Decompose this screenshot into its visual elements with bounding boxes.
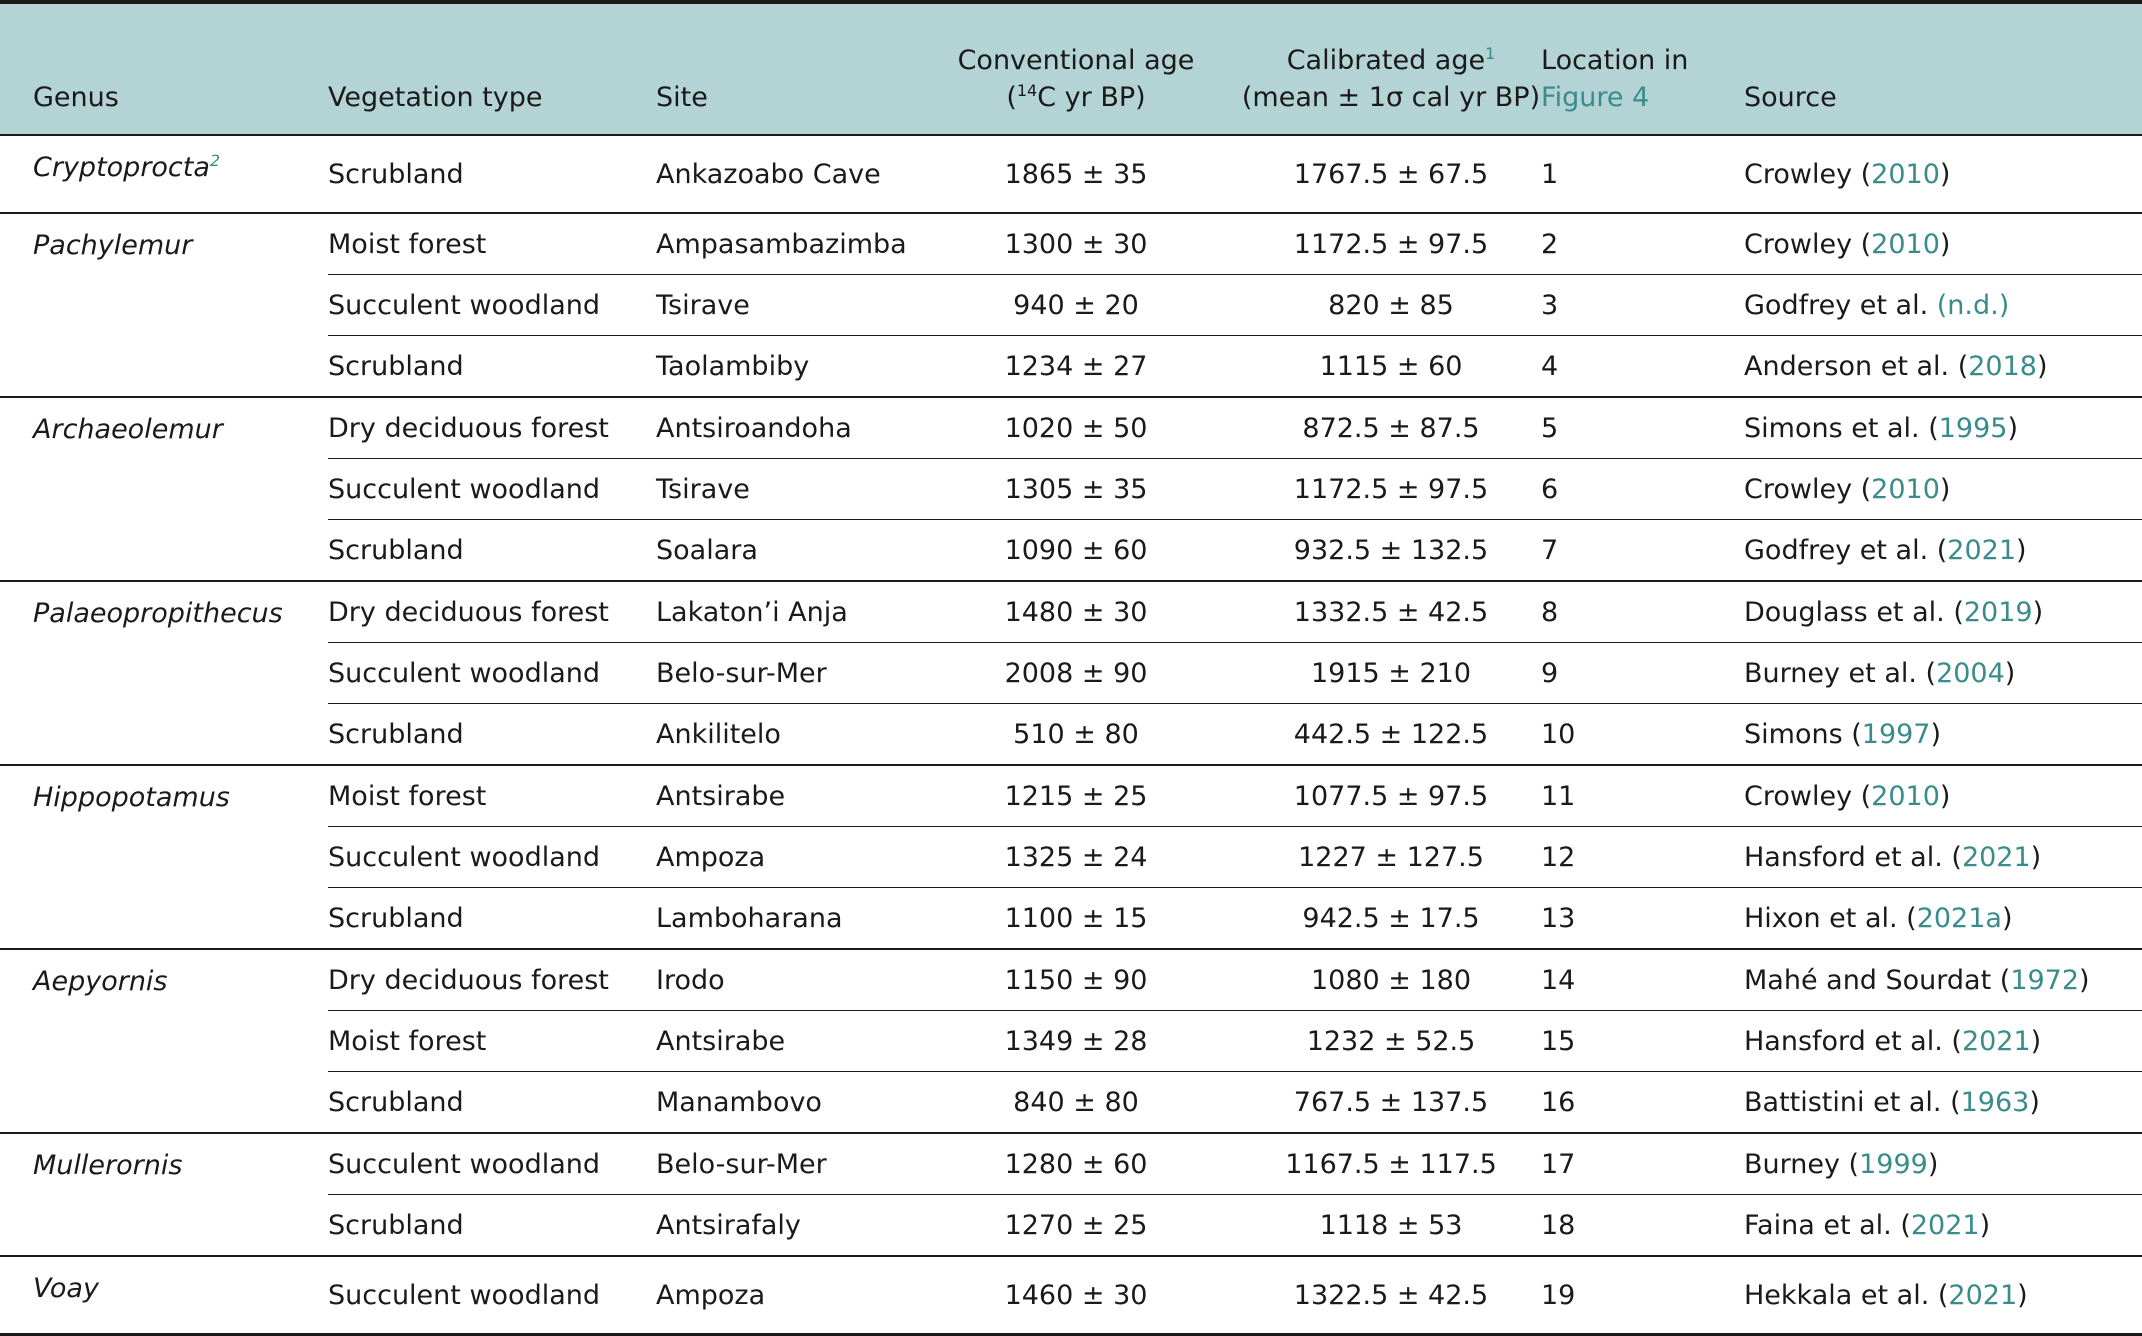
site-cell: Ampoza (656, 827, 911, 888)
genus-name: Aepyornis (33, 966, 168, 997)
source-cell (1744, 1011, 2142, 1072)
site-cell: Antsiroandoha (656, 397, 911, 459)
source-cell (1744, 1256, 2142, 1335)
source-cell (1744, 765, 2142, 827)
vegetation-cell: Succulent woodland (328, 827, 656, 888)
source-close: ) (2007, 412, 2019, 444)
cal-age-line1: Calibrated age (1286, 45, 1486, 76)
header-location (1541, 4, 1744, 135)
location-cell: 18 (1541, 1195, 1744, 1257)
source-cell (1744, 397, 2142, 459)
source-author: Hansford et al. ( (1744, 1025, 1962, 1057)
site-cell: Taolambiby (656, 336, 911, 398)
location-cell: 13 (1541, 888, 1744, 950)
source-author: Burney et al. ( (1744, 657, 1937, 689)
site-cell: Lakaton’i Anja (656, 581, 911, 643)
genus-cell (0, 397, 328, 581)
site-cell: Tsirave (656, 275, 911, 336)
source-year-link[interactable]: 2021 (1947, 534, 2017, 566)
site-cell: Ankilitelo (656, 704, 911, 766)
source-year-link[interactable]: 2021 (1948, 1279, 2018, 1311)
source-year-link[interactable]: 1995 (1938, 412, 2008, 444)
vegetation-cell: Scrubland (328, 336, 656, 398)
genus-name: Voay (33, 1273, 99, 1304)
source-year-link[interactable]: 2019 (1963, 596, 2033, 628)
genus-name: Cryptoprocta (33, 152, 210, 183)
source-author: Burney ( (1744, 1148, 1860, 1180)
source-year-link[interactable]: 1999 (1859, 1148, 1928, 1180)
source-close: ) (1979, 1209, 1991, 1241)
source-close: ) (2036, 350, 2048, 382)
source-year-link[interactable]: 2018 (1968, 350, 2037, 382)
header-site: Site (656, 4, 911, 135)
calibrated-age-cell: 767.5 ± 137.5 (1241, 1072, 1541, 1134)
vegetation-cell: Moist forest (328, 765, 656, 827)
source-author: Crowley ( (1744, 158, 1872, 190)
vegetation-cell: Moist forest (328, 1011, 656, 1072)
location-line1: Location in (1541, 45, 1689, 76)
calibrated-age-cell: 442.5 ± 122.5 (1241, 704, 1541, 766)
footnote-1-link[interactable]: 1 (1485, 44, 1496, 63)
source-author: Battistini et al. ( (1744, 1086, 1961, 1118)
source-cell (1744, 213, 2142, 275)
source-cell (1744, 1133, 2142, 1195)
vegetation-cell: Scrubland (328, 520, 656, 582)
source-author: Faina et al. ( (1744, 1209, 1911, 1241)
location-cell: 1 (1541, 135, 1744, 213)
conventional-age-cell: 1325 ± 24 (911, 827, 1241, 888)
conv-age-line1: Conventional age (957, 45, 1195, 76)
source-author: Simons et al. ( (1744, 412, 1939, 444)
conventional-age-cell: 940 ± 20 (911, 275, 1241, 336)
genus-cell (0, 135, 328, 213)
source-cell (1744, 135, 2142, 213)
vegetation-cell: Succulent woodland (328, 459, 656, 520)
location-cell: 15 (1541, 1011, 1744, 1072)
conventional-age-cell: 1865 ± 35 (911, 135, 1241, 213)
vegetation-cell: Succulent woodland (328, 1256, 656, 1335)
location-cell: 5 (1541, 397, 1744, 459)
genus-cell (0, 1133, 328, 1256)
site-cell: Irodo (656, 949, 911, 1011)
calibrated-age-cell: 1167.5 ± 117.5 (1241, 1133, 1541, 1195)
site-cell: Antsirabe (656, 765, 911, 827)
vegetation-cell: Succulent woodland (328, 643, 656, 704)
location-cell: 14 (1541, 949, 1744, 1011)
site-cell: Belo-sur-Mer (656, 1133, 911, 1195)
source-year-link[interactable]: 1972 (2010, 964, 2080, 996)
source-cell (1744, 336, 2142, 398)
header-conventional-age (911, 4, 1241, 135)
site-cell: Ankazoabo Cave (656, 135, 911, 213)
source-author: Hixon et al. ( (1744, 902, 1917, 934)
calibrated-age-cell: 1172.5 ± 97.5 (1241, 459, 1541, 520)
location-cell: 8 (1541, 581, 1744, 643)
source-close: ) (1939, 473, 1951, 505)
genus-name: Pachylemur (33, 230, 193, 261)
calibrated-age-cell: 1232 ± 52.5 (1241, 1011, 1541, 1072)
radiocarbon-dates-table (0, 4, 2142, 1336)
vegetation-cell: Succulent woodland (328, 275, 656, 336)
site-cell: Ampoza (656, 1256, 911, 1335)
calibrated-age-cell: 1118 ± 53 (1241, 1195, 1541, 1257)
genus-name: Hippopotamus (33, 782, 230, 813)
source-year-link[interactable]: 2004 (1936, 657, 2005, 689)
source-year-link[interactable]: 1997 (1861, 718, 1931, 750)
location-cell: 17 (1541, 1133, 1744, 1195)
conventional-age-cell: 1234 ± 27 (911, 336, 1241, 398)
table-body (0, 135, 2142, 1335)
vegetation-cell: Moist forest (328, 213, 656, 275)
vegetation-cell: Scrubland (328, 704, 656, 766)
conventional-age-cell: 1020 ± 50 (911, 397, 1241, 459)
source-author: Crowley ( (1744, 780, 1872, 812)
conventional-age-cell: 1270 ± 25 (911, 1195, 1241, 1257)
vegetation-cell: Dry deciduous forest (328, 397, 656, 459)
site-cell: Soalara (656, 520, 911, 582)
location-cell: 19 (1541, 1256, 1744, 1335)
table-row (0, 213, 2142, 275)
source-cell (1744, 949, 2142, 1011)
source-close: ) (2030, 841, 2042, 873)
cal-age-line2: (mean ± 1σ cal yr BP) (1241, 82, 1541, 113)
vegetation-cell: Scrubland (328, 1072, 656, 1134)
source-year-link[interactable]: 2010 (1871, 473, 1940, 505)
conventional-age-cell: 840 ± 80 (911, 1072, 1241, 1134)
site-cell: Antsirabe (656, 1011, 911, 1072)
source-author: Crowley ( (1744, 228, 1872, 260)
calibrated-age-cell: 1767.5 ± 67.5 (1241, 135, 1541, 213)
table-row (0, 581, 2142, 643)
genus-cell (0, 949, 328, 1133)
source-close: ) (1939, 228, 1951, 260)
conventional-age-cell: 1215 ± 25 (911, 765, 1241, 827)
source-year-link[interactable]: 1963 (1960, 1086, 2030, 1118)
calibrated-age-cell: 932.5 ± 132.5 (1241, 520, 1541, 582)
genus-name: Mullerornis (33, 1150, 183, 1181)
header-calibrated-age (1241, 4, 1541, 135)
table-row (0, 1256, 2142, 1335)
location-cell: 7 (1541, 520, 1744, 582)
source-cell (1744, 1195, 2142, 1257)
calibrated-age-cell: 1915 ± 210 (1241, 643, 1541, 704)
conventional-age-cell: 1305 ± 35 (911, 459, 1241, 520)
conventional-age-cell: 1280 ± 60 (911, 1133, 1241, 1195)
table-row (0, 397, 2142, 459)
calibrated-age-cell: 820 ± 85 (1241, 275, 1541, 336)
conventional-age-cell: 1480 ± 30 (911, 581, 1241, 643)
calibrated-age-cell: 942.5 ± 17.5 (1241, 888, 1541, 950)
source-close: ) (2030, 1025, 2042, 1057)
source-year-link[interactable]: (n.d.) (1936, 289, 2010, 321)
genus-cell (0, 581, 328, 765)
calibrated-age-cell: 1322.5 ± 42.5 (1241, 1256, 1541, 1335)
source-author: Hansford et al. ( (1744, 841, 1962, 873)
source-author: Mahé and Sourdat ( (1744, 964, 2011, 996)
source-author: Crowley ( (1744, 473, 1872, 505)
source-author: Anderson et al. ( (1744, 350, 1969, 382)
footnote-2-link[interactable]: 2 (209, 151, 221, 170)
location-cell: 9 (1541, 643, 1744, 704)
header-source: Source (1744, 4, 2142, 135)
location-cell: 3 (1541, 275, 1744, 336)
source-close: ) (2029, 1086, 2040, 1118)
source-close: ) (1927, 1148, 1939, 1180)
source-close: ) (2004, 657, 2016, 689)
source-cell (1744, 643, 2142, 704)
conventional-age-cell: 1150 ± 90 (911, 949, 1241, 1011)
genus-cell (0, 213, 328, 397)
source-year-link[interactable]: 2021 (1910, 1209, 1980, 1241)
vegetation-cell: Dry deciduous forest (328, 949, 656, 1011)
location-cell: 16 (1541, 1072, 1744, 1134)
location-cell: 6 (1541, 459, 1744, 520)
source-cell (1744, 1072, 2142, 1134)
conventional-age-cell: 1460 ± 30 (911, 1256, 1241, 1335)
source-cell (1744, 704, 2142, 766)
table-row (0, 1133, 2142, 1195)
conv-age-line2-pre: ( (1006, 82, 1017, 113)
calibrated-age-cell: 1080 ± 180 (1241, 949, 1541, 1011)
calibrated-age-cell: 872.5 ± 87.5 (1241, 397, 1541, 459)
conventional-age-cell: 1100 ± 15 (911, 888, 1241, 950)
calibrated-age-cell: 1332.5 ± 42.5 (1241, 581, 1541, 643)
source-close: ) (1939, 158, 1951, 190)
site-cell: Ampasambazimba (656, 213, 911, 275)
calibrated-age-cell: 1227 ± 127.5 (1241, 827, 1541, 888)
source-year-link[interactable]: 2021 (1961, 841, 2031, 873)
source-cell (1744, 459, 2142, 520)
conventional-age-cell: 2008 ± 90 (911, 643, 1241, 704)
source-year-link[interactable]: 2010 (1871, 228, 1940, 260)
location-cell: 11 (1541, 765, 1744, 827)
source-close: ) (2017, 1279, 2028, 1311)
vegetation-cell: Scrubland (328, 1195, 656, 1257)
source-close: ) (2001, 902, 2013, 934)
vegetation-cell: Dry deciduous forest (328, 581, 656, 643)
location-cell: 4 (1541, 336, 1744, 398)
vegetation-cell: Scrubland (328, 135, 656, 213)
conventional-age-cell: 1090 ± 60 (911, 520, 1241, 582)
source-year-link[interactable]: 2010 (1871, 780, 1940, 812)
conv-age-line2-post: C yr BP) (1037, 82, 1146, 113)
source-cell (1744, 581, 2142, 643)
conventional-age-cell: 510 ± 80 (911, 704, 1241, 766)
vegetation-cell: Succulent woodland (328, 1133, 656, 1195)
genus-cell (0, 1256, 328, 1335)
table-row (0, 949, 2142, 1011)
calibrated-age-cell: 1115 ± 60 (1241, 336, 1541, 398)
source-year-link[interactable]: 2021 (1961, 1025, 2031, 1057)
source-close: ) (2032, 596, 2044, 628)
header-vegetation: Vegetation type (328, 4, 656, 135)
source-cell (1744, 520, 2142, 582)
source-author: Godfrey et al. (1744, 289, 1937, 321)
calibrated-age-cell: 1077.5 ± 97.5 (1241, 765, 1541, 827)
table-row (0, 765, 2142, 827)
location-cell: 10 (1541, 704, 1744, 766)
source-author: Douglass et al. ( (1744, 596, 1964, 628)
source-close: ) (1939, 780, 1951, 812)
location-cell: 2 (1541, 213, 1744, 275)
genus-name: Palaeopropithecus (33, 598, 283, 629)
site-cell: Tsirave (656, 459, 911, 520)
source-cell (1744, 275, 2142, 336)
source-year-link[interactable]: 2021a (1916, 902, 2002, 934)
calibrated-age-cell: 1172.5 ± 97.5 (1241, 213, 1541, 275)
site-cell: Manambovo (656, 1072, 911, 1134)
location-cell: 12 (1541, 827, 1744, 888)
source-cell (1744, 888, 2142, 950)
site-cell: Antsirafaly (656, 1195, 911, 1257)
site-cell: Belo-sur-Mer (656, 643, 911, 704)
source-close: ) (1930, 718, 1942, 750)
header-row (0, 4, 2142, 135)
source-cell (1744, 827, 2142, 888)
table-row (0, 135, 2142, 213)
genus-cell (0, 765, 328, 949)
figure-4-link[interactable]: Figure 4 (1541, 82, 1650, 113)
source-close: ) (2079, 964, 2090, 996)
genus-name: Archaeolemur (33, 414, 223, 445)
conventional-age-cell: 1349 ± 28 (911, 1011, 1241, 1072)
source-author: Godfrey et al. ( (1744, 534, 1948, 566)
source-author: Simons ( (1744, 718, 1862, 750)
site-cell: Lamboharana (656, 888, 911, 950)
vegetation-cell: Scrubland (328, 888, 656, 950)
header-genus: Genus (0, 4, 328, 135)
source-author: Hekkala et al. ( (1744, 1279, 1949, 1311)
source-close: ) (2016, 534, 2027, 566)
conventional-age-cell: 1300 ± 30 (911, 213, 1241, 275)
conv-age-sup: 14 (1016, 81, 1038, 100)
source-year-link[interactable]: 2010 (1871, 158, 1940, 190)
